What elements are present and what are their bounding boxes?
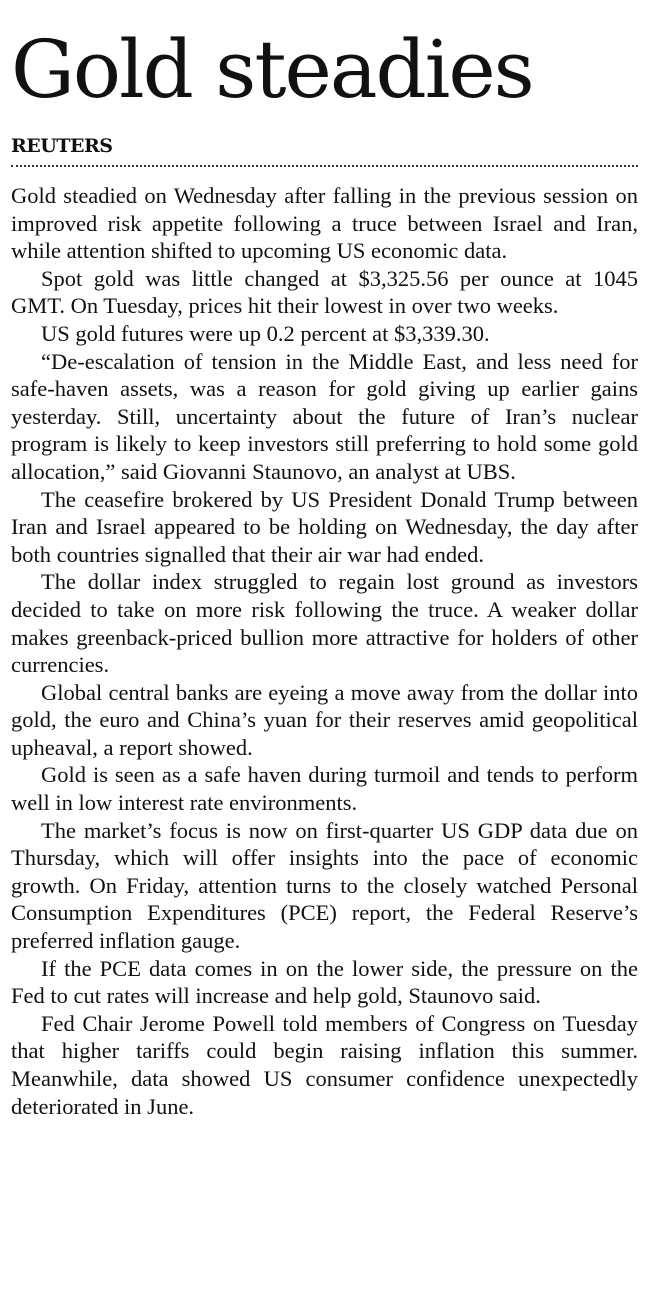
article-paragraph: US gold futures were up 0.2 percent at $3,339.30. [41, 320, 490, 346]
article-paragraph: The ceasefire brokered by US President Donald Trump between Iran and Israel appeared to be holding on Wednesday, the day after both countries signalled that their air war had ended. [11, 486, 638, 567]
article-headline: Gold steadies [11, 23, 533, 116]
article-paragraph: Gold steadied on Wednesday after falling in the previous session on improved risk appetite following a truce between Israel and Iran, while attention shifted to upcoming US economic data. [11, 183, 638, 264]
article-paragraph: “De-escalation of tension in the Middle East, and less need for safe-haven assets, was a reason for gold giving up earlier gains yesterday. Still, uncertainty about the future of Iran’s nuclear program is likely to keep investors still preferring to hold some gold allocation,” said Giovanni Staunovo, an analyst at UBS. [11, 348, 638, 484]
article-paragraph: Gold is seen as a safe haven during turmoil and tends to perform well in low interest rate environments. [11, 762, 638, 816]
article-paragraph: Fed Chair Jerome Powell told members of Congress on Tuesday that higher tariffs could begin raising inflation this summer. Meanwhile, data showed US consumer confidence unexpectedly deteriorated in June. [11, 1010, 638, 1119]
dotted-divider [11, 165, 638, 167]
article-paragraph: If the PCE data comes in on the lower side, the pressure on the Fed to cut rates will increase and help gold, Staunovo said. [11, 955, 638, 1009]
article-paragraph: Global central banks are eyeing a move away from the dollar into gold, the euro and China’s yuan for their reserves amid geopolitical upheaval, a report showed. [11, 679, 638, 760]
article-paragraph: The dollar index struggled to regain lost ground as investors decided to take on more risk following the truce. A weaker dollar makes greenback-priced bullion more attractive for holders of other currencies. [11, 569, 638, 678]
article-byline: REUTERS [11, 135, 113, 157]
news-article [11, 0, 638, 1120]
article-paragraph: Spot gold was little changed at $3,325.56 per ounce at 1045 GMT. On Tuesday, prices hit their lowest in over two weeks. [11, 265, 638, 319]
article-body [11, 182, 638, 1120]
article-paragraph: The market’s focus is now on first-quarter US GDP data due on Thursday, which will offer insights into the pace of economic growth. On Friday, attention turns to the closely watched Personal Consumption Expenditures (PCE) report, the Federal Reserve’s preferred inflation gauge. [11, 817, 638, 954]
